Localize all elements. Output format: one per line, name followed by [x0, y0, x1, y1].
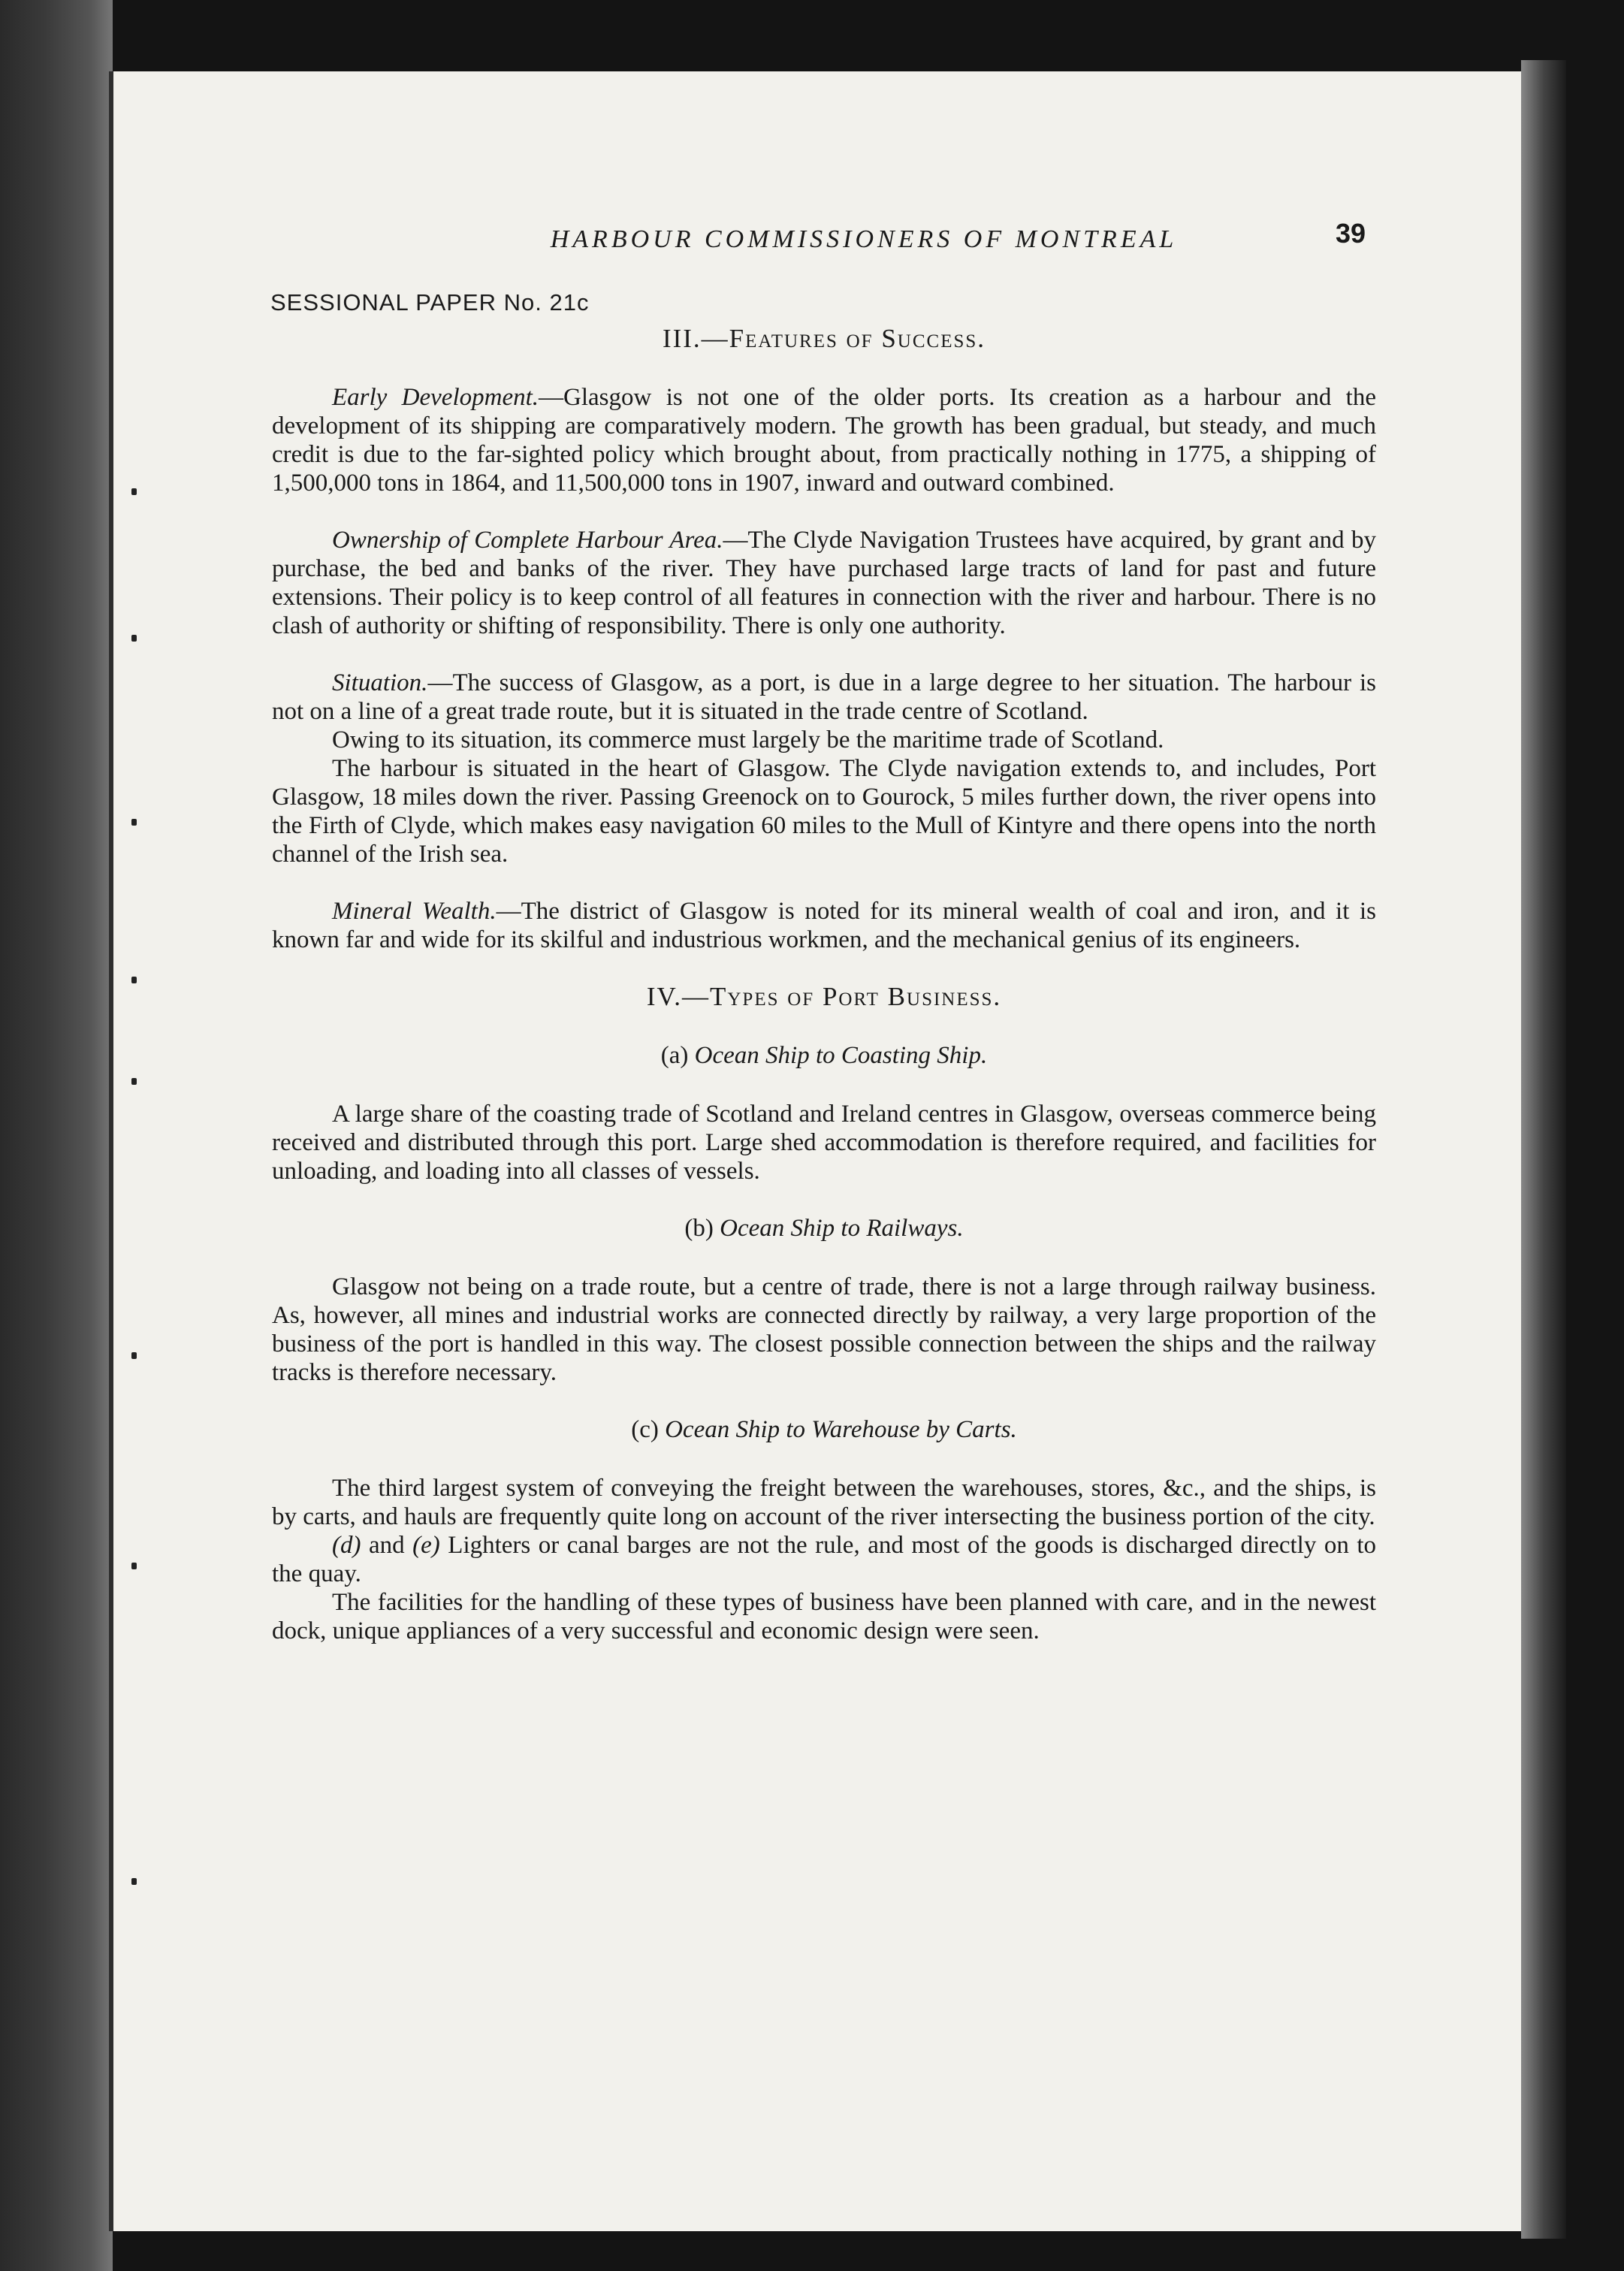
paragraph-text: —Glasgow is not one of the older ports. Its creation as a harbour and the development of its shipping are comparatively modern. The growth has been gradual, but steady, and much credit is due to the far-sighted policy which brought about, from practically nothing in 1775, a shipping of 1,500,000 tons in 1864, and 11,500,000 tons in 1907, inward and outward combined.: [272, 384, 1377, 497]
adjacent-page-edge: [0, 0, 113, 2271]
paragraph-lighters: [272, 1531, 1376, 1588]
margin-mark: [131, 1563, 137, 1569]
margin-mark: [131, 1352, 137, 1359]
page-number: 39: [1336, 218, 1366, 249]
section-heading: III.—Features of Success.: [662, 324, 986, 353]
session-label: SESSIONAL PAPER No. 21c: [270, 289, 590, 316]
paragraph-carts: The third largest system of conveying the freight between the warehouses, stores, &c., and the ships, is by carts, and hauls are frequently quite long on account of the river intersecting the business portion of the city.: [272, 1475, 1376, 1530]
item-label-e: (e): [412, 1532, 440, 1559]
paragraph-situation-3: The harbour is situated in the heart of Glasgow. The Clyde navigation extends to, and includes, Port Glasgow, 18 miles down the river. Passing Greenock on to Gourock, 5 miles further down, the river opens into the Firth of Clyde, which makes easy navigation 60 miles to the Mull of Kintyre and there opens into the north channel of the Irish sea.: [272, 755, 1376, 868]
run-in-heading: Situation.: [332, 669, 428, 696]
paragraph-ownership: [272, 526, 1376, 640]
paragraph-text: —The district of Glasgow is noted for its mineral wealth of coal and iron, and it is known far and wide for its skilful and industrious workmen, and the mechanical genius of its engineers.: [272, 898, 1376, 953]
paragraph-situation: [272, 669, 1376, 726]
page-edge-shadow: [1521, 60, 1566, 2239]
paragraph-coasting: A large share of the coasting trade of Scotland and Ireland centres in Glasgow, overseas commerce being received and distributed through this port. Large shed accommodation is therefore required, and facilities for unloading, and loading into all classes of vessels.: [272, 1101, 1376, 1185]
margin-mark: [131, 819, 137, 826]
subsection-heading-c: [272, 1415, 1376, 1444]
subsection-heading-a: [272, 1041, 1376, 1070]
paragraph-text: —The Clyde Navigation Trustees have acquired, by grant and by purchase, the bed and banks of the river. They have purchased large tracts of land for past and future extensions. Their policy is to keep control of all features in connection with the river and harbour. There is no clash of authority or shifting of responsibility. There is only one authority.: [272, 527, 1376, 639]
margin-mark: [131, 1078, 137, 1085]
subsection-label: (b): [684, 1215, 714, 1242]
run-in-heading: Mineral Wealth.: [332, 898, 497, 925]
paragraph-situation-2: Owing to its situation, its commerce must largely be the maritime trade of Scotland.: [332, 726, 1164, 753]
item-label-d: (d): [332, 1532, 361, 1559]
margin-mark: [131, 488, 137, 495]
subsection-title: Ocean Ship to Coasting Ship.: [694, 1042, 988, 1069]
subsection-label: (c): [631, 1416, 659, 1443]
margin-mark: [131, 1878, 137, 1885]
page-body: [272, 325, 1376, 1645]
paragraph-closing: The facilities for the handling of these types of business have been planned with care, and in the newest dock, unique appliances of a very successful and economic design were seen.: [272, 1589, 1376, 1644]
paragraph-text: Lighters or canal barges are not the rule, and most of the goods is discharged directly on to the quay.: [272, 1532, 1376, 1587]
margin-mark: [131, 635, 137, 642]
run-in-heading: Ownership of Complete Harbour Area.: [332, 527, 723, 554]
section-heading: IV.—Types of Port Business.: [646, 982, 1002, 1011]
paragraph-text: —The success of Glasgow, as a port, is due in a large degree to her situation. The harbour is not on a line of a great trade route, but it is situated in the trade centre of Scotland.: [272, 669, 1376, 725]
subsection-heading-b: [272, 1214, 1376, 1243]
subsection-title: Ocean Ship to Railways.: [720, 1215, 964, 1242]
conjunction: and: [361, 1532, 413, 1559]
paragraph-railways: Glasgow not being on a trade route, but a centre of trade, there is not a large through railway business. As, however, all mines and industrial works are connected directly by railway, a very large proportion of the business of the port is handled in this way. The closest possible connection between the ships and the railway tracks is therefore necessary.: [272, 1273, 1376, 1386]
run-in-heading: Early Development.: [332, 384, 539, 411]
margin-mark: [131, 977, 137, 983]
running-head: HARBOUR COMMISSIONERS OF MONTREAL: [550, 225, 1178, 253]
paragraph-early-development: [272, 383, 1376, 497]
subsection-label: (a): [660, 1042, 689, 1069]
paragraph-mineral-wealth: [272, 897, 1376, 954]
subsection-title: Ocean Ship to Warehouse by Carts.: [665, 1416, 1017, 1443]
